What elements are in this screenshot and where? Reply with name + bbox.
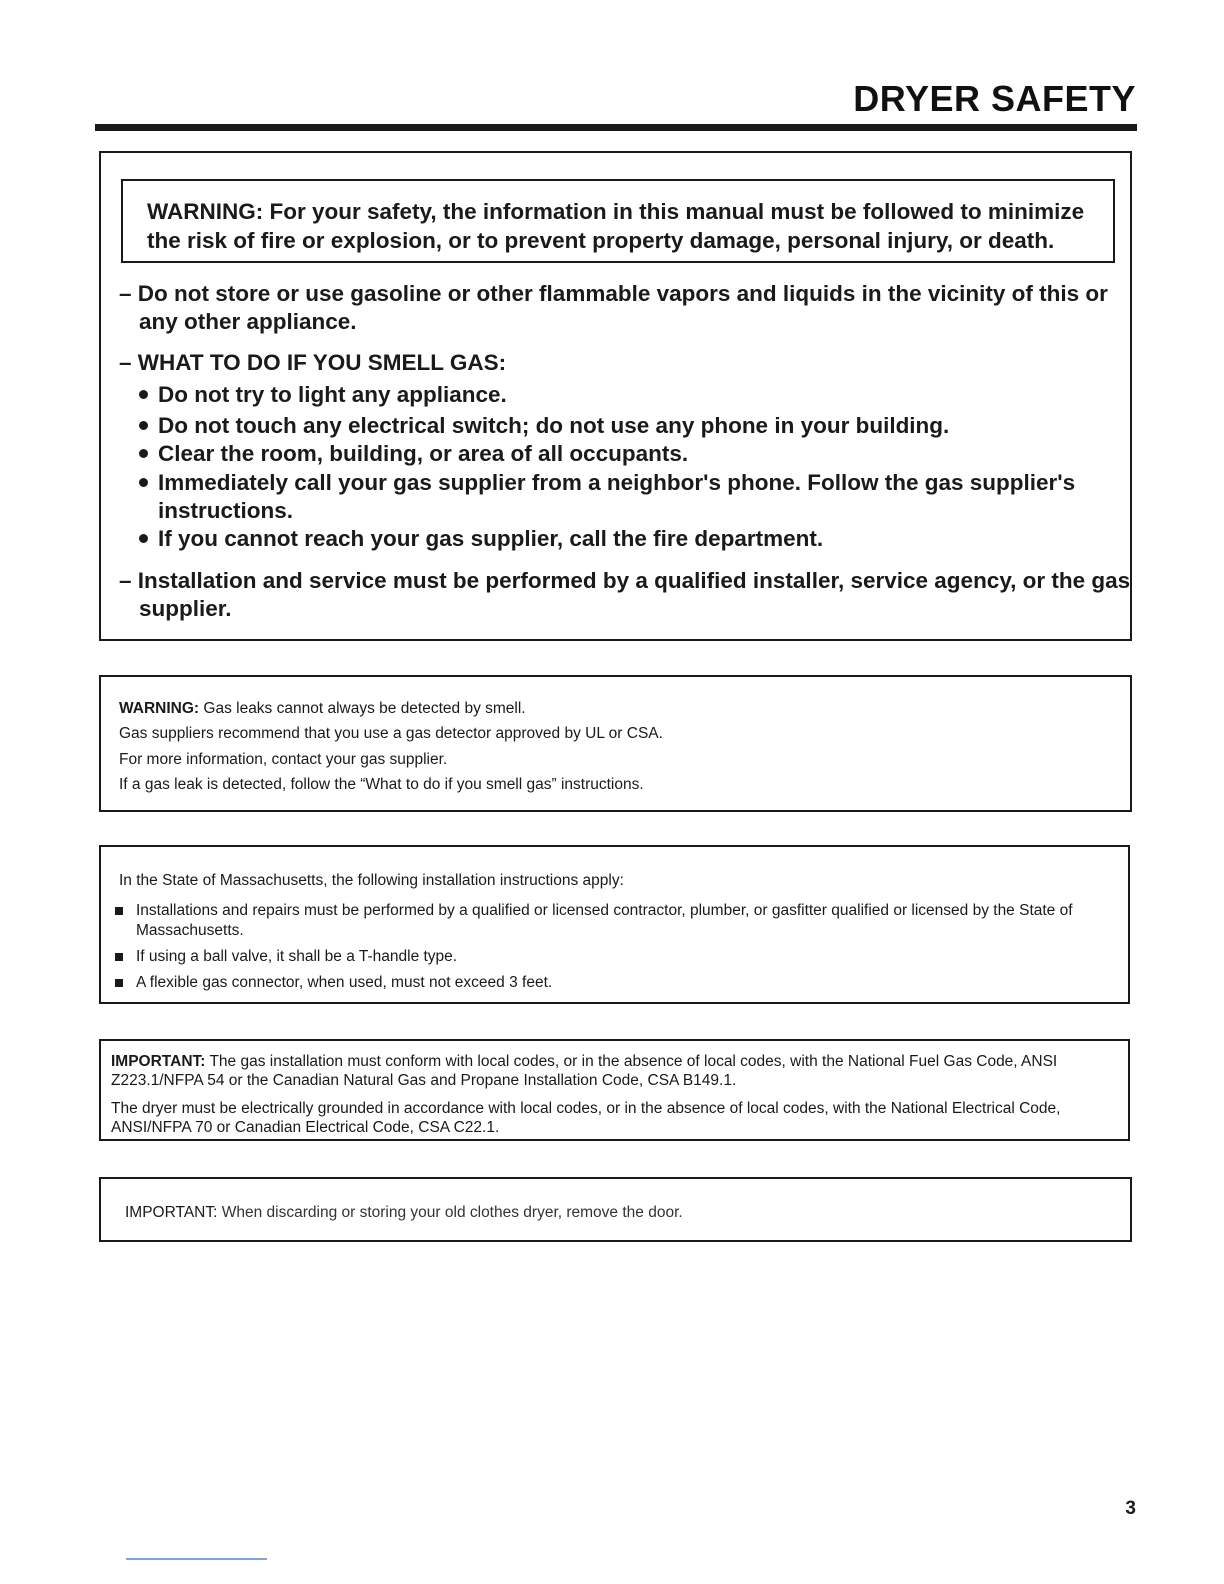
list-item: A flexible gas connector, when used, must not exceed 3 feet. (115, 973, 1126, 993)
title-rule (95, 124, 1137, 131)
bullet-item: Clear the room, building, or area of all occupants. (139, 440, 1138, 468)
gas-safety-warning-box (99, 151, 1132, 641)
warning-label: WARNING: (119, 700, 200, 717)
bullet-dot-icon (139, 381, 158, 409)
bullet-dot-icon (139, 469, 158, 497)
massachusetts-instructions-box (99, 845, 1130, 1004)
smell-gas-heading: – WHAT TO DO IF YOU SMELL GAS: (119, 350, 507, 375)
bullet-item: If you cannot reach your gas supplier, call the fire department. (139, 525, 1138, 553)
primary-warning-line-1: WARNING: For your safety, the information in this manual must be followed to minimize (147, 199, 1085, 224)
gas-leak-warning-line-2: Gas suppliers recommend that you use a gas detector approved by UL or CSA. (119, 725, 663, 742)
massachusetts-intro: In the State of Massachusetts, the following installation instructions apply: (119, 872, 624, 889)
square-bullet-icon (115, 953, 123, 961)
bullet-item: Do not try to light any appliance. (139, 381, 1138, 409)
important-label: IMPORTANT: (111, 1053, 206, 1070)
discard-dryer-note: IMPORTANT: When discarding or storing your old clothes dryer, remove the door. (125, 1204, 683, 1221)
page-number: 3 (1125, 1498, 1136, 1519)
discard-dryer-box (99, 1177, 1132, 1242)
flammable-vapors-item: – Do not store or use gasoline or other flammable vapors and liquids in the vicinity of this or any other appliance. (119, 281, 1108, 334)
gas-leak-warning-line-3: For more information, contact your gas supplier. (119, 751, 448, 768)
primary-warning-line-2: the risk of fire or explosion, or to prevent property damage, personal injury, or death. (147, 228, 1055, 253)
list-item: If using a ball valve, it shall be a T-handle type. (115, 947, 1126, 967)
bullet-dot-icon (139, 440, 158, 468)
electrical-code-paragraph: The dryer must be electrically grounded in accordance with local codes, or in the absence of local codes, with the National Electrical Code, ANSI/NFPA 70 or Canadian Electrical Code, CSA C22.1. (111, 1100, 1061, 1136)
installation-service-item: – Installation and service must be performed by a qualified installer, service agency, or the gas supplier. (119, 568, 1131, 621)
square-bullet-icon (115, 907, 123, 915)
gas-code-paragraph: IMPORTANT: The gas installation must conform with local codes, or in the absence of local codes, with the National Fuel Gas Code, ANSI Z223.1/NFPA 54 or the Canadian Natural Gas and Propane Installation Code, CSA B149.1. (111, 1053, 1058, 1089)
page-title: DRYER SAFETY (853, 78, 1136, 119)
square-bullet-icon (115, 979, 123, 987)
important-label: IMPORTANT: (125, 1204, 218, 1221)
gas-leak-warning-line-1: WARNING: Gas leaks cannot always be detected by smell. (119, 700, 526, 717)
primary-warning (121, 179, 1115, 263)
bottom-mark (126, 1558, 267, 1560)
gas-leak-warning-box (99, 675, 1132, 812)
installation-codes-box (99, 1039, 1130, 1141)
bullet-item: Immediately call your gas supplier from a neighbor's phone. Follow the gas supplier's instructions. (139, 469, 1138, 525)
gas-leak-warning-line-4: If a gas leak is detected, follow the “What to do if you smell gas” instructions. (119, 776, 644, 793)
bullet-dot-icon (139, 525, 158, 553)
list-item: Installations and repairs must be performed by a qualified or licensed contractor, plumber, or gasfitter qualified or licensed by the State of Massachusetts. (115, 901, 1126, 941)
bullet-dot-icon (139, 412, 158, 440)
bullet-item: Do not touch any electrical switch; do not use any phone in your building. (139, 412, 1138, 440)
